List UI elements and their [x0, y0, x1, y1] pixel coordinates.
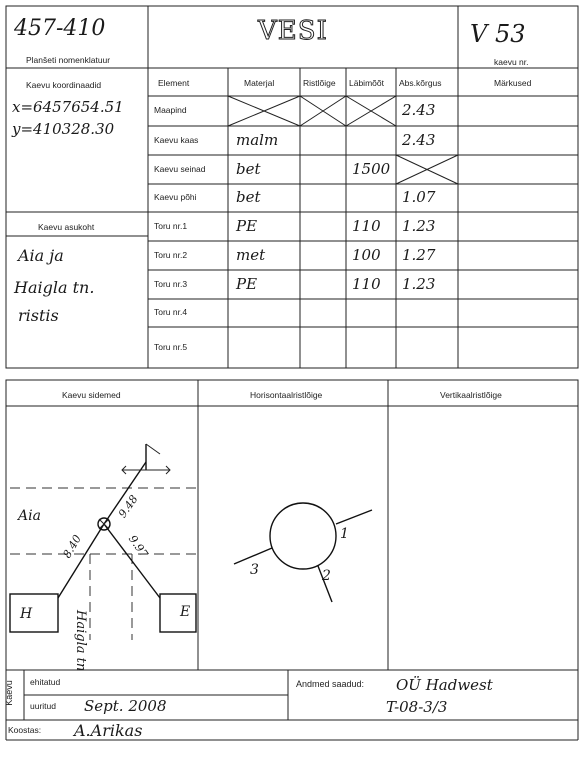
author-label: Koostas: [8, 725, 42, 735]
coord-y: y=410328.30 [12, 120, 115, 138]
row-element: Toru nr.4 [154, 307, 188, 318]
tie-distance-1: 9.48 [115, 492, 141, 521]
row-element: Toru nr.2 [154, 249, 188, 260]
row-element: Toru nr.1 [154, 220, 188, 231]
row-abs-height: 1.23 [402, 216, 436, 235]
row-diameter: 110 [352, 274, 381, 293]
author-value: A.Arikas [74, 721, 143, 740]
horizontal-section [234, 503, 372, 602]
col-header-material: Materjal [244, 78, 275, 88]
tie-distance-2: 8.40 [60, 532, 85, 561]
form-title: VESI [258, 16, 328, 46]
building-h: H [20, 606, 33, 622]
row-element: Kaevu seinad [154, 163, 206, 174]
sketch-header-vertical: Vertikaalristlõige [440, 390, 502, 400]
tie-distance-3: 9.97 [125, 532, 151, 561]
row-abs-height: 1.23 [402, 274, 436, 293]
street-haigla: Haigla tn [73, 610, 88, 672]
row-material: bet [236, 159, 261, 178]
row-material: PE [236, 216, 258, 235]
well-number-label: kaevu nr. [494, 57, 529, 67]
col-header-height: Abs.kõrgus [399, 78, 442, 88]
nomenclature-value: 457-410 [14, 16, 106, 41]
row-element: Maapind [154, 105, 187, 116]
row-element: Kaevu põhi [154, 192, 197, 203]
data-source-company: OÜ Hadwest [396, 676, 493, 694]
data-source-label: Andmed saadud: [296, 679, 365, 689]
pipe-label-3: 3 [250, 562, 259, 578]
row-material: malm [236, 130, 279, 149]
row-abs-height: 1.27 [402, 245, 436, 264]
col-header-notes: Märkused [494, 78, 532, 88]
row-material: met [236, 245, 266, 264]
pipe-label-1: 1 [340, 526, 349, 542]
row-abs-height: 2.43 [402, 101, 436, 120]
nomenclature-label: Planšeti nomenklatuur [26, 55, 111, 65]
well-number-value: V 53 [470, 20, 526, 48]
sketch-header-ties: Kaevu sidemed [62, 390, 121, 400]
sketch-header-horizontal: Horisontaalristlõige [250, 390, 323, 400]
tie-sketch [10, 444, 196, 640]
data-source-ref: T-08-3/3 [386, 698, 448, 716]
building-e: E [180, 604, 191, 620]
location-line-1: Aia ja [18, 246, 64, 265]
row-diameter: 110 [352, 216, 381, 235]
coords-label: Kaevu koordinaadid [26, 80, 102, 90]
footer-side-label: Kaevu [3, 680, 14, 706]
street-aia: Aia [18, 508, 41, 524]
row-material: bet [236, 188, 261, 207]
row-material: PE [236, 274, 258, 293]
col-header-diameter: Läbimõõt [349, 78, 384, 88]
coord-x: x=6457654.51 [12, 98, 124, 116]
row-element: Toru nr.5 [154, 341, 188, 352]
col-header-element: Element [158, 78, 190, 88]
surveyed-label: uuritud [30, 701, 56, 711]
surveyed-value: Sept. 2008 [84, 697, 167, 715]
row-abs-height: 2.43 [402, 130, 436, 149]
location-line-3: ristis [18, 306, 59, 325]
row-diameter: 1500 [352, 159, 391, 178]
location-line-2: Haigla tn. [14, 278, 95, 297]
location-label: Kaevu asukoht [38, 222, 95, 232]
row-element: Kaevu kaas [154, 134, 199, 145]
row-diameter: 100 [352, 245, 381, 264]
row-element: Toru nr.3 [154, 278, 188, 289]
col-header-cross: Ristlõige [303, 78, 336, 88]
built-label: ehitatud [30, 677, 61, 687]
row-abs-height: 1.07 [402, 188, 436, 207]
pipe-label-2: 2 [322, 568, 331, 584]
